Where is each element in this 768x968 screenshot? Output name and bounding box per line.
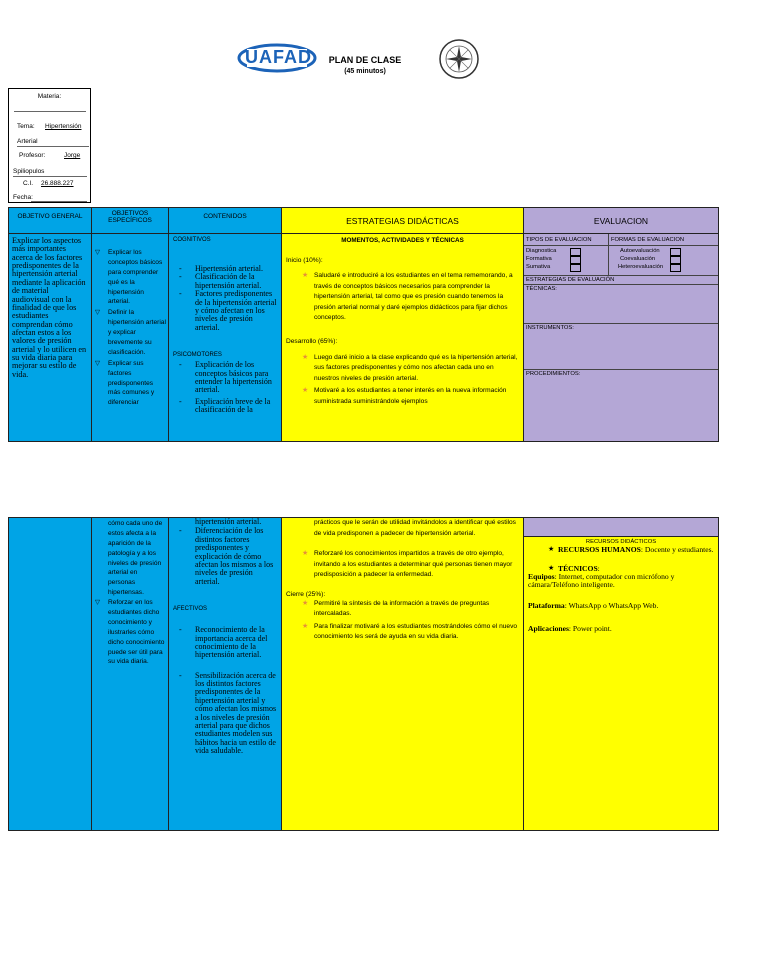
- university-seal-icon: [438, 38, 480, 80]
- header-contenidos: CONTENIDOS: [168, 207, 282, 234]
- star-icon: ★: [548, 545, 555, 554]
- tipo-sumativa: Sumativa: [526, 264, 551, 270]
- plataforma-label: Plataforma: [528, 600, 565, 610]
- list-item: - Explicación breve de la clasificación de la: [173, 398, 277, 415]
- coevaluacion-checkbox[interactable]: [670, 256, 681, 264]
- estrategias-subheader: MOMENTOS, ACTIVIDADES Y TÉCNICAS: [341, 237, 464, 244]
- sumativa-checkbox[interactable]: [570, 264, 581, 272]
- list-item: - Diferenciación de los distintos factores predisponentes y explicación de cómo afectan los mismos a los niveles de presión arterial.: [173, 527, 277, 586]
- recursos-tecnicos: ★ TÉCNICOS:: [548, 563, 600, 573]
- forma-autoevaluacion: Autoevaluación: [620, 248, 660, 254]
- list-item: ★ Reforzaré los conocimientos impartidos a través de otro ejemplo, invitando a los estudiantes a determinar qué personas tienen mayor predisposición a padecer la enfermedad.: [286, 549, 519, 581]
- desarrollo-list-cont: [286, 549, 519, 581]
- recursos-tecnicos-label: TÉCNICOS: [558, 563, 598, 573]
- evaluacion-cell-cont: [523, 517, 719, 537]
- list-item: ★ Luego daré inicio a la clase explicando qué es la hipertensión arterial, sus factores predisponentes y cómo nos afectan cada uno en nuestros niveles de presión arterial.: [286, 353, 519, 385]
- recursos-humanos-value: : Docente y estudiantes.: [640, 545, 714, 555]
- objetivos-especificos-cell-cont: [91, 517, 169, 831]
- profesor-value-2: Spiliopulos: [13, 168, 45, 175]
- objetivos-list-cont: [95, 598, 166, 667]
- equipos-label: Equipos: [528, 572, 555, 582]
- psicomotores-continuation: hipertensión arterial.: [195, 517, 262, 526]
- formas-evaluacion-label: FORMAS DE EVALUACION: [611, 237, 685, 243]
- psicomotores-list: [173, 361, 277, 414]
- materia-label: Materia:: [37, 93, 62, 100]
- recursos-cell: [523, 536, 719, 831]
- equipos-value: : Internet, computador con micrófono y cámara/Teléfono inteligente.: [528, 572, 675, 590]
- tema-label: Tema:: [17, 123, 35, 130]
- recursos-equipos: [528, 573, 714, 590]
- info-box: [8, 88, 91, 203]
- list-item: ★ Permitiré la síntesis de la información a través de preguntas intercaladas.: [286, 599, 519, 620]
- list-item: ★ Para finalizar motivaré a los estudiantes mostrándoles cómo el nuevo conocimiento les será de ayuda en su vida diaria.: [286, 622, 519, 643]
- profesor-value: Jorge: [64, 152, 81, 159]
- cierre-label: Cierre (25%):: [286, 590, 326, 598]
- list-item: - Reconocimiento de la importancia acerca del conocimiento de la hipertensión arterial.: [173, 626, 277, 660]
- recursos-humanos: [528, 546, 714, 554]
- ci-value: 26.888.227: [41, 180, 74, 187]
- list-item: ▽ Explicar sus factores predisponentes más comunes y diferenciar: [95, 359, 166, 408]
- objetivos-continuation: cómo cada uno de estos afecta a la aparición de la patología y a los niveles de presión arterial en personas hipertensas.: [108, 520, 163, 597]
- objetivo-general-text: Explicar los aspectos más importantes acerca de los factores predisponentes de la hipertensión arterial mediante la aplicación de material audiovisual con la finalidad de que los estudiantes comprendan cómo afectan estos a los valores de presión arterial y lo utilicen en su vida diaria para mejorar su estilo de vida.: [12, 236, 87, 379]
- list-item: ★ Motivaré a los estudiantes a tener interés en la nueva información suministrada suministrándole ejemplos: [286, 386, 519, 407]
- contenidos-cell-cont: [168, 517, 282, 831]
- plataforma-value: : WhatsApp o WhatsApp Web.: [564, 600, 659, 610]
- psicomotores-list-cont: [173, 527, 277, 586]
- estrategias-evaluacion-label: ESTRATEGIAS DE EVALUACIÓN: [526, 277, 615, 283]
- list-item: - Factores predisponentes de la hipertensión arterial y cómo afectan en los niveles de presión arterial.: [173, 290, 277, 332]
- star-icon: ★: [548, 563, 555, 572]
- aplicaciones-label: Aplicaciones: [528, 624, 569, 634]
- cierre-list: [286, 599, 519, 643]
- cognitivos-list: [173, 265, 277, 332]
- desarrollo-continuation: prácticos que le serán de utilidad invitándolos a identificar qué estilos de vida predisponen a padecer de hipertensión arterial.: [314, 519, 516, 537]
- objetivo-general-cell: [8, 233, 92, 442]
- afectivos-list: [173, 626, 277, 755]
- list-item: ▽ Definir la hipertensión arterial y explicar brevemente su clasificación.: [95, 308, 166, 357]
- tipos-evaluacion-label: TIPOS DE EVALUACION: [526, 237, 592, 243]
- tema-value-2: Arterial: [17, 138, 38, 145]
- heteroevaluacion-checkbox[interactable]: [670, 264, 681, 272]
- objetivos-especificos-cell: [91, 233, 169, 442]
- tecnicas-label: TÉCNICAS:: [526, 286, 557, 292]
- fecha-label: Fecha:: [13, 194, 33, 201]
- procedimientos-label: PROCEDIMIENTOS:: [526, 371, 581, 377]
- header-objetivo-general: OBJETIVO GENERAL: [8, 207, 92, 234]
- list-item: ▽ Explicar los conceptos básicos para comprender qué es la hipertensión arterial.: [95, 248, 166, 307]
- list-item: - Hipertensión arterial.: [173, 265, 277, 273]
- tipo-formativa: Formativa: [526, 256, 552, 262]
- evaluacion-cell: [523, 233, 719, 442]
- formativa-checkbox[interactable]: [570, 256, 581, 264]
- list-item: ▽ Reforzar en los estudiantes dicho conocimiento y ilustrarles cómo dicho conocimiento puede ser útil para su vida diaria.: [95, 598, 166, 667]
- header-estrategias: ESTRATEGIAS DIDÁCTICAS: [281, 207, 524, 234]
- header-evaluacion: EVALUACION: [523, 207, 719, 234]
- list-item: ★ Saludaré e introduciré a los estudiantes en el tema rememorando, a través de conceptos básicos necesarios para comprender la hipertensión arterial, tal como que es presión cuando tenemos la presión arterial normal y daré ejemplos didácticos para fijar dichos conceptos.: [286, 271, 519, 324]
- tipo-diagnostica: Diagnostica: [526, 248, 557, 254]
- psicomotores-label: PSICOMOTORES: [173, 352, 222, 359]
- page-title: PLAN DE CLASE: [328, 55, 402, 65]
- recursos-plataforma: [528, 602, 714, 610]
- forma-heteroevaluacion: Heteroevaluación: [618, 264, 664, 270]
- inicio-list: [286, 271, 519, 324]
- list-item: - Explicación de los conceptos básicos para entender la hipertensión arterial.: [173, 361, 277, 395]
- estrategias-cell-cont: [281, 517, 524, 831]
- diagnostica-checkbox[interactable]: [570, 248, 581, 256]
- list-item: - Sensibilización acerca de los distintos factores predisponentes de la hipertensión arterial y cómo afectan los mismos a los niveles de presión arterial para que dichos estudiantes modelen sus hábitos hacia un estilo de vida saludable.: [173, 672, 277, 756]
- inicio-label: Inicio (10%):: [286, 257, 323, 264]
- header-objetivos-especificos: OBJETIVOS ESPECÍFICOS: [91, 207, 169, 234]
- aplicaciones-value: : Power point.: [568, 624, 612, 634]
- logo-text: UAFAD: [245, 47, 312, 67]
- autoevaluacion-checkbox[interactable]: [670, 248, 681, 256]
- forma-coevaluacion: Coevaluación: [620, 256, 656, 262]
- objetivos-list: [95, 248, 166, 408]
- tema-value: Hipertensión: [45, 123, 82, 130]
- recursos-aplicaciones: [528, 625, 714, 633]
- recursos-header: RECURSOS DIDÁCTICOS: [585, 539, 657, 545]
- instrumentos-label: INSTRUMENTOS:: [526, 325, 574, 331]
- objetivo-general-cell-cont: [8, 517, 92, 831]
- profesor-label: Profesor:: [19, 152, 46, 159]
- ci-label: C.I.: [23, 180, 34, 187]
- afectivos-label: AFECTIVOS: [173, 606, 208, 613]
- page-subtitle: (45 minutos): [344, 68, 386, 75]
- cognitivos-label: COGNITIVOS: [173, 237, 211, 243]
- desarrollo-list: [286, 353, 519, 408]
- recursos-humanos-label: RECURSOS HUMANOS: [558, 545, 641, 555]
- desarrollo-label: Desarrollo (65%):: [286, 337, 338, 345]
- contenidos-cell: [168, 233, 282, 442]
- estrategias-cell: [281, 233, 524, 442]
- list-item: - Clasificación de la hipertensión arterial.: [173, 273, 277, 290]
